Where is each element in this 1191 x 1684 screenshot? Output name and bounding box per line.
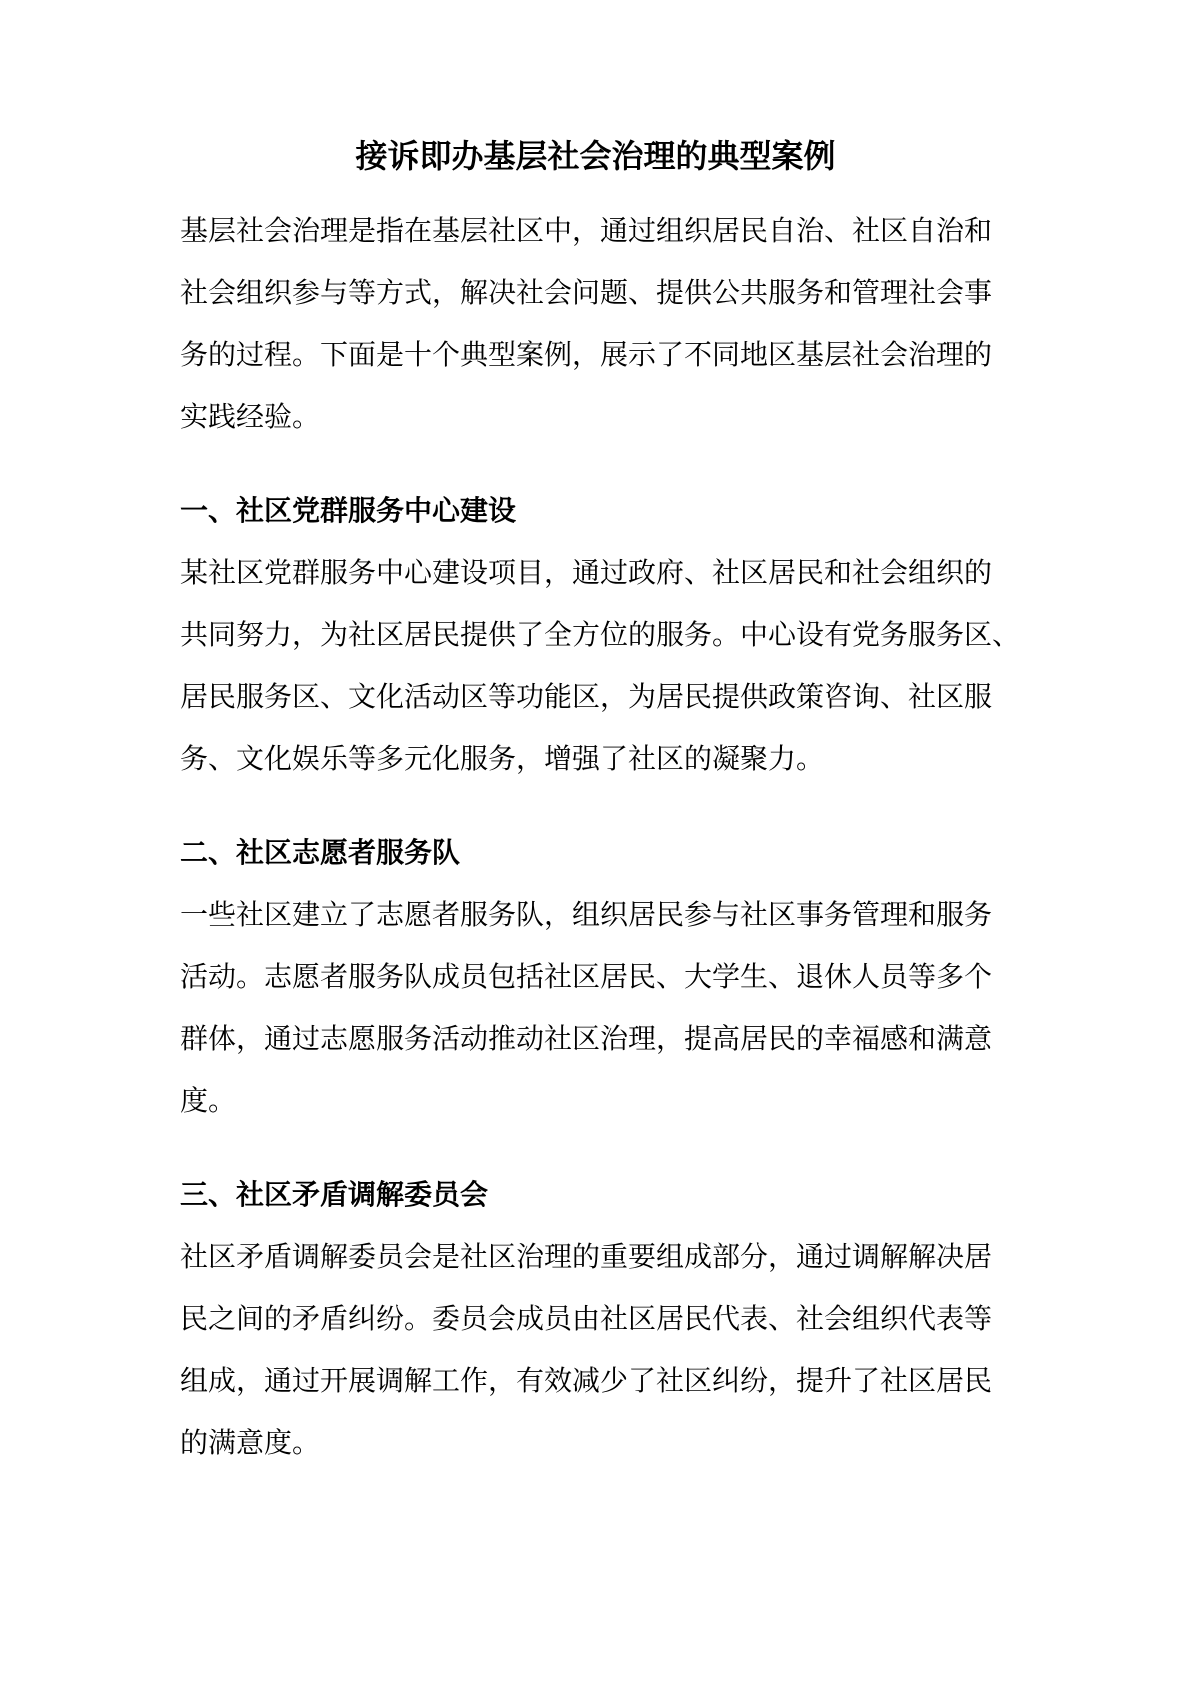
paragraph-line: 群体，通过志愿服务活动推动社区治理，提高居民的幸福感和满意 xyxy=(180,1022,993,1055)
paragraph-line: 民之间的矛盾纠纷。委员会成员由社区居民代表、社会组织代表等 xyxy=(180,1302,993,1335)
spacer xyxy=(180,448,1030,480)
paragraph-line: 活动。志愿者服务队成员包括社区居民、大学生、退休人员等多个 xyxy=(180,960,993,993)
paragraph-line: 社会组织参与等方式，解决社会问题、提供公共服务和管理社会事 xyxy=(180,276,993,309)
paragraph-line: 实践经验。 xyxy=(180,400,321,433)
document-title: 接诉即办基层社会治理的典型案例 xyxy=(355,137,836,175)
intro-paragraph xyxy=(180,200,1030,448)
paragraph-line: 基层社会治理是指在基层社区中，通过组织居民自治、社区自治和 xyxy=(180,214,993,247)
section-paragraph-1 xyxy=(180,542,1030,790)
section-heading-2: 二、社区志愿者服务队 xyxy=(180,836,461,869)
paragraph-line: 务、文化娱乐等多元化服务，增强了社区的凝聚力。 xyxy=(180,742,825,775)
paragraph-line: 一些社区建立了志愿者服务队，组织居民参与社区事务管理和服务 xyxy=(180,898,993,931)
paragraph-line: 某社区党群服务中心建设项目，通过政府、社区居民和社会组织的 xyxy=(180,556,993,589)
section-heading-3: 三、社区矛盾调解委员会 xyxy=(180,1178,489,1211)
paragraph-line: 组成，通过开展调解工作，有效减少了社区纠纷，提升了社区居民 xyxy=(180,1364,993,1397)
section-paragraph-2 xyxy=(180,884,1030,1132)
paragraph-line: 度。 xyxy=(180,1084,237,1117)
section-paragraph-3 xyxy=(180,1226,1030,1474)
spacer xyxy=(180,790,1030,822)
document-body xyxy=(180,200,1030,1474)
section-heading-1: 一、社区党群服务中心建设 xyxy=(180,494,517,527)
paragraph-line: 社区矛盾调解委员会是社区治理的重要组成部分，通过调解解决居 xyxy=(180,1240,993,1273)
paragraph-line: 共同努力，为社区居民提供了全方位的服务。中心设有党务服务区、 xyxy=(180,618,1021,651)
spacer xyxy=(180,1132,1030,1164)
paragraph-line: 的满意度。 xyxy=(180,1426,321,1459)
paragraph-line: 务的过程。下面是十个典型案例，展示了不同地区基层社会治理的 xyxy=(180,338,993,371)
paragraph-line: 居民服务区、文化活动区等功能区，为居民提供政策咨询、社区服 xyxy=(180,680,993,713)
